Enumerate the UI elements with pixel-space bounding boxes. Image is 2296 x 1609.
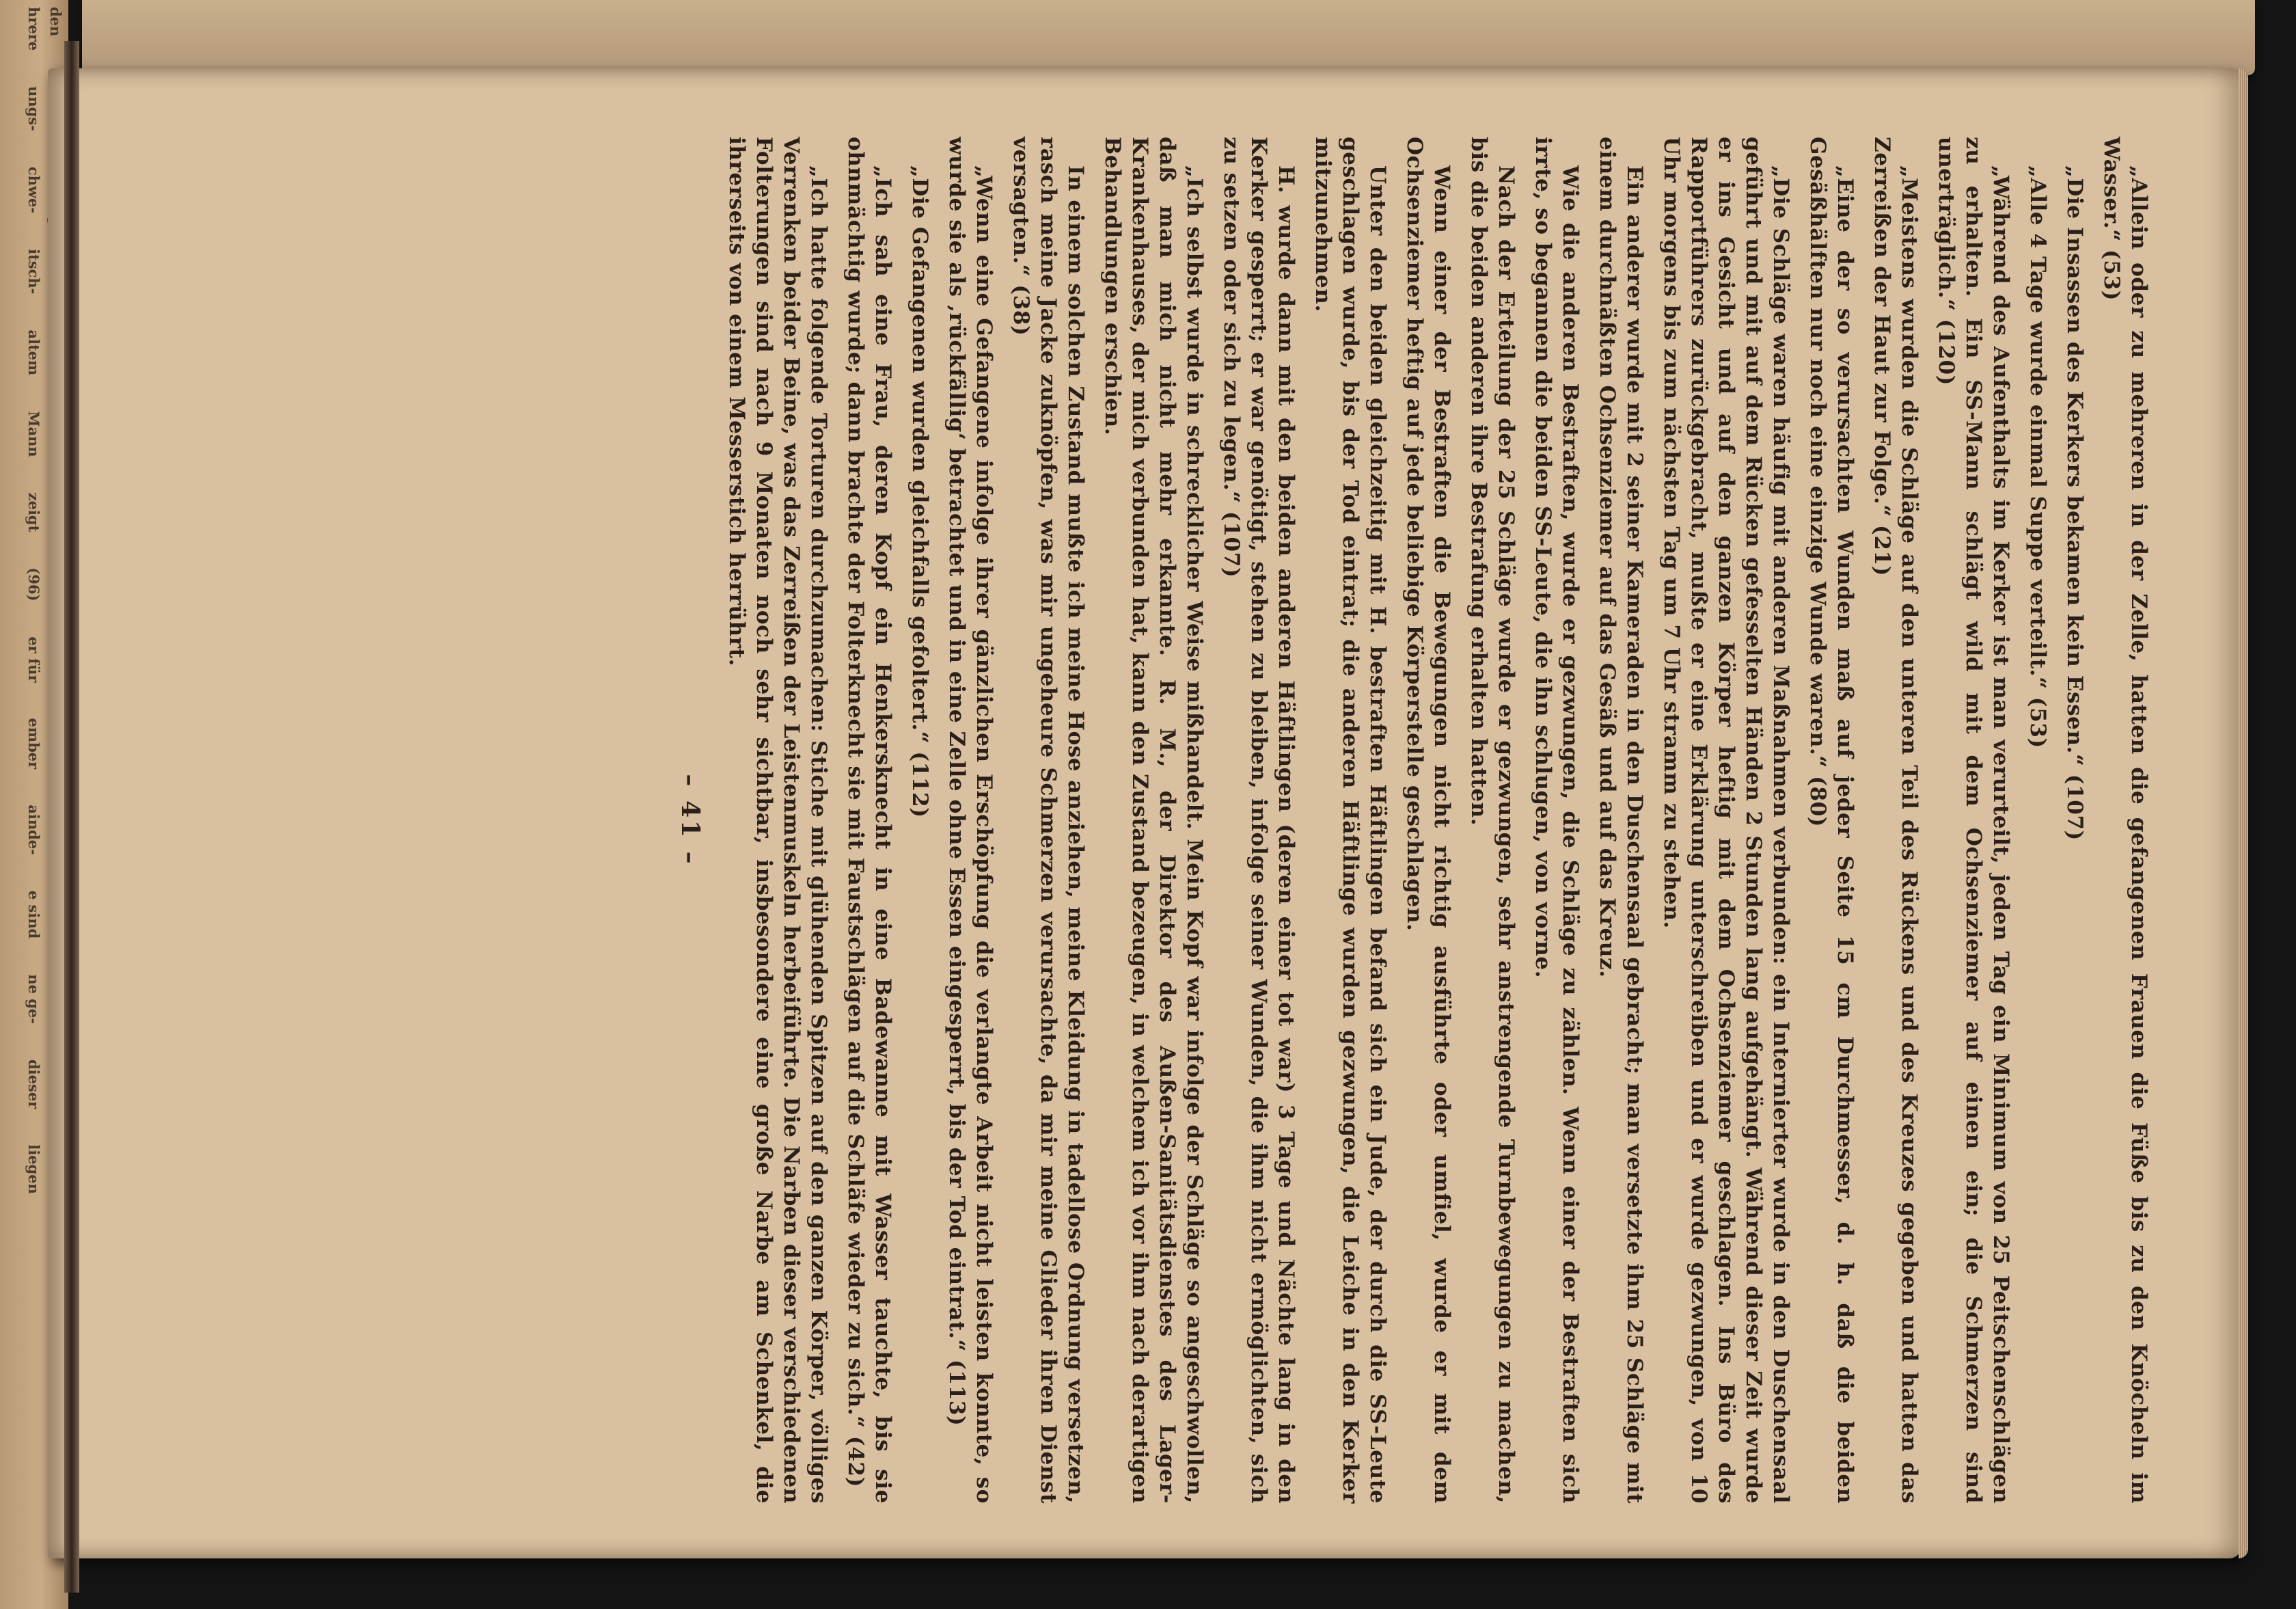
paragraph: Unter den beiden gleichzeitig mit H. bestraften Häftlingen befand sich ein Jude, der durch die SS-Leute geschlagen wurde, bis der Tod eintrat; die anderen Häftlinge wurden gezwungen, die Leiche in den Kerker mitzunehmen. <box>1311 137 1390 1504</box>
fragment: ne ge- <box>25 974 42 1024</box>
fragment: liegen <box>25 1144 42 1194</box>
paragraph: Nach der Erteilung der 25 Schläge wurde er gezwungen, sehr anstrengende Turnbewegungen zu machen, bis die beiden anderen ihre Bestrafung erhalten hatten. <box>1466 137 1518 1504</box>
fragment: zeigt <box>25 492 42 532</box>
paragraph: „Die Schläge waren häufig mit anderen Maßnahmen verbunden: ein Internierter wurde in den Duschensaal geführt und mit auf dem Rücken gefesselten Händen 2 Stunden lang aufgehängt. Während dieser Zeit wurde er ins Gesicht und auf den ganzen Körper heftig mit dem Ochsenziemer geschlagen. Ins Büro des Rapportführers zurückgebracht, mußte er eine Erklärung unterschreiben und er wurde gezwungen, von 10 Uhr morgens bis zum nächsten Tag um 7 Uhr stramm zu stehen. <box>1659 137 1793 1504</box>
fragment: itsch- <box>25 249 42 295</box>
fragment: Mann <box>25 411 42 457</box>
fragment: dieser <box>25 1059 42 1109</box>
paragraph: „Ich sah eine Frau, deren Kopf ein Henkersknecht in eine Badewanne mit Wasser tauchte, bis sie ohnmächtig wurde; dann brachte der Folterknecht sie mit Faustschlägen auf die Schläfe wieder zu sich.“ (42) <box>843 137 895 1504</box>
paragraph: „Allein oder zu mehreren in der Zelle, hatten die gefangenen Frauen die Füße bis zu den Knöcheln im Wasser.“ (53) <box>2099 137 2151 1504</box>
fragment: ainde- <box>25 804 42 855</box>
paragraph: „Die Gefangenen wurden gleichfalls gefoltert.“ (112) <box>907 165 932 818</box>
fragment: ungs- <box>25 86 42 131</box>
paragraph: „Alle 4 Tage wurde einmal Suppe verteilt.“ (53) <box>2025 165 2050 748</box>
book-gutter <box>64 41 79 1593</box>
previous-page-row-2 <box>20 0 42 1609</box>
paragraph: Wie die anderen Bestraften, wurde er gezwungen, die Schläge zu zählen. Wenn einer der Bestraften sich irrte, so begannen die beiden SS-Leute, die ihn schlugen, von vorne. <box>1531 137 1583 1504</box>
fragment: chwe- <box>25 166 42 214</box>
paragraph: H. wurde dann mit den beiden anderen Häftlingen (deren einer tot war) 3 Tage und Nächte lang in den Kerker gesperrt; er war genötigt, stehen zu bleiben, infolge seiner Wunden, die ihm nicht ermöglichten, sich zu setzen oder sich zu legen.“ (107) <box>1219 137 1298 1504</box>
fragment: den <box>47 7 64 37</box>
paragraph: „Wenn eine Gefangene infolge ihrer gänzlichen Erschöpfung die verlangte Arbeit nicht leisten konnte, so wurde sie als ‚rückfällig‘ betrachtet und in eine Zelle ohne Essen eingesperrt, bis der Tod eintrat.“ (113) <box>944 137 996 1504</box>
paragraph: Wenn einer der Bestraften die Bewegungen nicht richtig ausführte oder umfiel, wurde er mit dem Ochsenziemer heftig auf jede beliebige Körperstelle geschlagen. <box>1402 137 1454 1504</box>
page-number: – 41 – <box>676 774 705 867</box>
paragraph: Ein anderer wurde mit 2 seiner Kameraden in den Duschensaal gebracht; man versetzte ihm 25 Schläge mit einem durchnäßten Ochsenziemer auf das Gesäß und auf das Kreuz. <box>1595 137 1647 1504</box>
fragment: (96) <box>25 567 42 601</box>
page-text-block <box>116 137 2152 1504</box>
book-top-edge <box>82 0 2255 75</box>
paragraph: „Ich hatte folgende Torturen durchzumachen: Stiche mit glühenden Spitzen auf den ganzen Körper, völliges Verrenken beider Beine, was das Zerreißen der Leistenmuskeln herbeiführte. Die Narben dieser verschiedenen Folterungen sind nach 9 Monaten noch sehr sichtbar, insbesondere eine große Narbe am Schenkel, die ihrerseits von einem Messerstich herrührt. <box>724 137 831 1504</box>
page-stack-edge <box>2239 68 2248 1558</box>
paragraph: „Die Insassen des Kerkers bekamen kein Essen.“ (107) <box>2062 165 2087 841</box>
paragraph: „Eine der so verursachten Wunden maß auf jeder Seite 15 cm Durchmesser, d. h. daß die beiden Gesäßhälften nur noch eine einzige Wunde waren.“ (80) <box>1805 137 1857 1504</box>
paragraph: „Ich selbst wurde in schrecklicher Weise mißhandelt. Mein Kopf war infolge der Schläge so angeschwollen, daß man mich nicht mehr erkannte. R. M., der Direktor des Außen-Sanitätsdienstes des Lager-Krankenhauses, der mich verbunden hat, kann den Zustand bezeugen, in welchem ich vor ihm nach derartigen Behandlungen erschien. <box>1100 137 1207 1504</box>
paragraph: In einem solchen Zustand mußte ich meine Hose anziehen, meine Kleidung in tadellose Ordnung versetzen, rasch meine Jacke zuknöpfen, was mir ungeheure Schmerzen verursachte, da mir meine Glieder ihren Dienst versagten.“ (38) <box>1009 137 1088 1504</box>
fragment: hrere <box>25 7 42 51</box>
fragment: er für <box>25 636 42 683</box>
fragment: e sind <box>25 890 42 939</box>
fragment: altem <box>25 329 42 376</box>
fragment: ember <box>25 718 42 770</box>
paragraph: „Meistens wurden die Schläge auf den unteren Teil des Rückens und des Kreuzes gegeben und hatten das Zerreißen der Haut zur Folge.“ (21) <box>1870 137 1922 1504</box>
paragraph: „Während des Aufenthalts im Kerker ist man verurteilt, jeden Tag ein Minimum von 25 Peitschenschlägen zu erhalten. Ein SS-Mann schlägt wild mit dem Ochsenziemer auf einen ein; die Schmerzen sind unerträglich.“ (120) <box>1934 137 2013 1504</box>
